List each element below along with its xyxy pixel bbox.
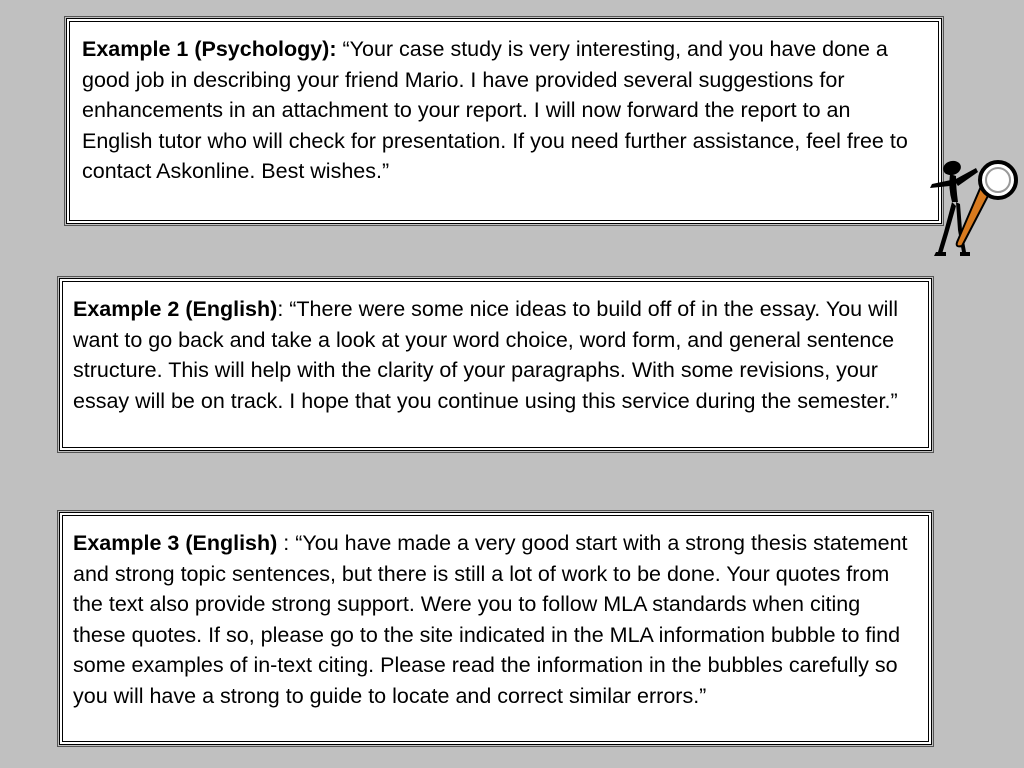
example-3-text: “You have made a very good start with a strong thesis statement and strong topic sentences, but there is still a lot of work to be done. Your quotes from the text also provide strong support. Were you to follow MLA standards when citing these quotes. If so, please go to the site indicated in the MLA information bubble to find some examples of in-text citing. Please read the information in the bubbles carefully so you will have a strong to guide to locate and correct similar errors.” [73,531,908,708]
example-3-paragraph [63,516,928,718]
example-1-paragraph [70,22,938,193]
example-2-text: “There were some nice ideas to build off of in the essay. You will want to go back and take a look at your word choice, word form, and general sentence structure. This will help with the clarity of your paragraphs. With some revisions, your essay will be on track. I hope that you continue using this service during the semester.” [73,297,898,413]
example-1-text: “Your case study is very interesting, and you have done a good job in describing your friend Mario. I have provided several suggestions for enhancements in an attachment to your report. I will now forward the report to an English tutor who will check for presentation. If you need further assistance, feel free to contact Askonline. Best wishes.” [82,37,908,184]
example-3-heading: Example 3 (English) [73,531,278,555]
example-3-box [59,512,932,745]
example-2-paragraph [63,282,928,422]
example-2-heading: Example 2 (English) [73,297,278,321]
example-2-box [59,278,932,451]
example-2-separator: : [277,297,290,321]
magnifying-glass-figure-icon [918,158,1022,262]
example-3-separator: : [277,531,296,555]
example-1-heading: Example 1 (Psychology): [82,37,337,61]
example-1-box [66,18,942,224]
